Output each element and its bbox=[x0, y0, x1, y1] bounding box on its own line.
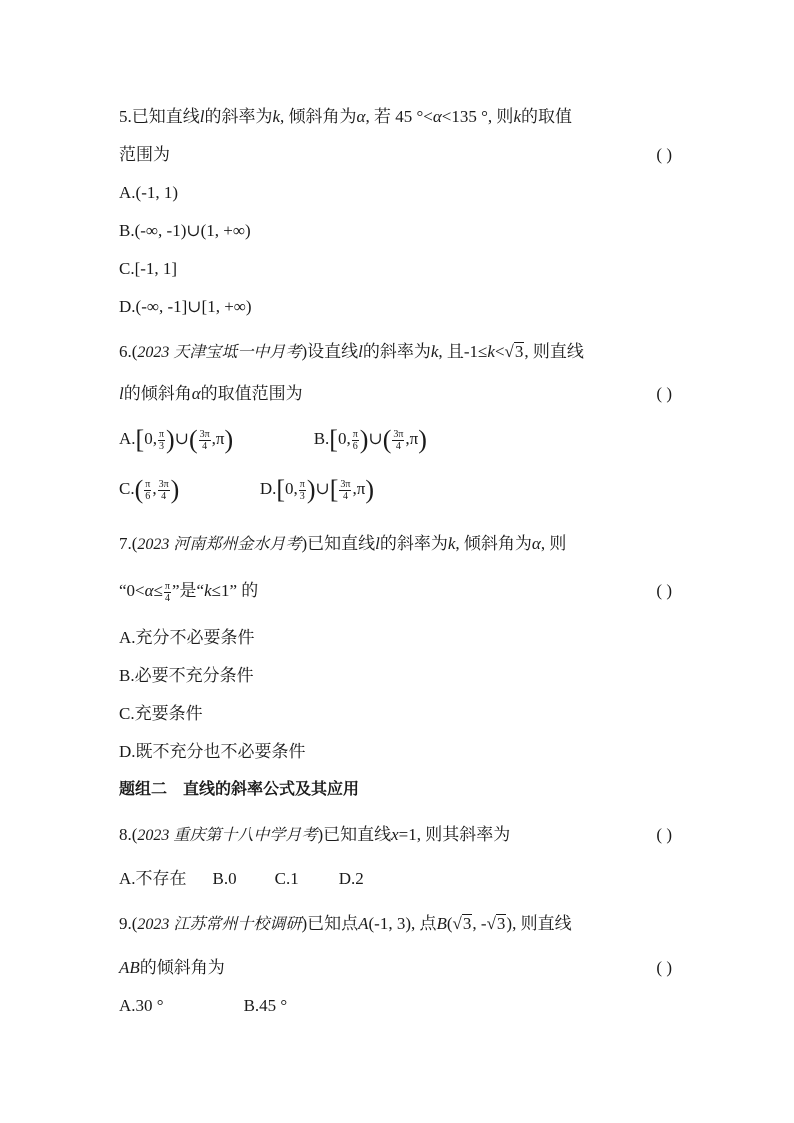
answer-blank: ( ) bbox=[656, 384, 672, 403]
q9-stem-line1 bbox=[119, 913, 672, 936]
option-text: B.必要不充分条件 bbox=[119, 666, 254, 685]
bracket: ) bbox=[170, 475, 180, 505]
q5-option-b bbox=[119, 220, 672, 242]
option-text: A.充分不必要条件 bbox=[119, 628, 255, 647]
q5-option-c bbox=[119, 258, 672, 280]
sqrt-radicand: 3 bbox=[462, 914, 472, 933]
denominator: 4 bbox=[342, 490, 348, 502]
bracket: [ bbox=[276, 475, 286, 505]
question-number: 7.( bbox=[119, 534, 138, 553]
option-label: D. bbox=[259, 479, 277, 498]
option-text: C.[-1, 1] bbox=[119, 259, 178, 278]
var-k: k bbox=[487, 342, 495, 361]
numerator: 3π bbox=[158, 478, 169, 490]
denominator: 3 bbox=[158, 440, 164, 452]
text: ( bbox=[446, 914, 453, 933]
var-A: A bbox=[358, 914, 369, 933]
var-AB: AB bbox=[119, 958, 140, 977]
text: , 则直线 bbox=[524, 342, 584, 361]
text: )已知直线 bbox=[301, 534, 376, 553]
denominator: 4 bbox=[395, 440, 401, 452]
text: , 若 45 °< bbox=[365, 107, 433, 126]
var-k: k bbox=[204, 581, 212, 600]
q9-option-a: A.30 ° bbox=[119, 996, 164, 1015]
fraction bbox=[339, 479, 351, 502]
q5-option-a bbox=[119, 182, 672, 204]
text: 0, bbox=[337, 429, 351, 448]
text: ”是“ bbox=[171, 581, 205, 600]
fraction bbox=[158, 429, 165, 452]
text: ,π bbox=[211, 429, 225, 448]
var-k: k bbox=[430, 342, 439, 361]
question-source: 2023 江苏常州十校调研 bbox=[137, 916, 302, 933]
q7-stem-line2 bbox=[119, 580, 672, 604]
text: “0< bbox=[119, 581, 145, 600]
q6-stem-line1 bbox=[119, 341, 672, 364]
text: 的斜率为 bbox=[379, 534, 448, 553]
bracket: ( bbox=[134, 475, 144, 505]
answer-blank: ( ) bbox=[656, 581, 672, 600]
var-l: l bbox=[358, 342, 363, 361]
fraction bbox=[164, 581, 171, 604]
text: 0, bbox=[144, 429, 157, 448]
text: , bbox=[152, 479, 157, 498]
denominator: 4 bbox=[161, 490, 167, 502]
numerator: π bbox=[352, 428, 358, 440]
option-text: B.(-∞, -1)∪(1, +∞) bbox=[119, 221, 251, 240]
bracket: ) bbox=[365, 475, 374, 505]
text: , 则 bbox=[540, 534, 567, 553]
q9-options bbox=[119, 995, 672, 1017]
denominator: 3 bbox=[299, 490, 305, 502]
question-source: 2023 重庆第十八中学月考 bbox=[137, 827, 318, 844]
text: ), 则直线 bbox=[506, 914, 572, 933]
text: ∪ bbox=[368, 429, 383, 448]
fraction bbox=[352, 429, 359, 452]
bracket: [ bbox=[135, 425, 145, 455]
var-l: l bbox=[375, 534, 380, 553]
q5-stem-line2 bbox=[119, 144, 672, 166]
option-text: D.既不充分也不必要条件 bbox=[119, 742, 306, 761]
numerator: π bbox=[299, 478, 305, 490]
fraction bbox=[199, 429, 211, 452]
text: (-1, 3), 点 bbox=[368, 914, 437, 933]
sqrt-radicand: 3 bbox=[496, 914, 506, 933]
text: 的取值范围为 bbox=[200, 384, 303, 403]
var-B: B bbox=[436, 914, 447, 933]
question-number: 6.( bbox=[119, 342, 138, 361]
question-source: 2023 天津宝坻一中月考 bbox=[137, 344, 302, 361]
option-label: A. bbox=[119, 429, 136, 448]
var-k: k bbox=[447, 534, 456, 553]
denominator: 6 bbox=[145, 490, 151, 502]
bracket: ) bbox=[306, 475, 316, 505]
fraction bbox=[158, 479, 170, 502]
section-heading: 题组二 直线的斜率公式及其应用 bbox=[119, 779, 360, 798]
bracket: ) bbox=[166, 425, 175, 455]
var-alpha: α bbox=[191, 384, 201, 403]
q6-options-ab bbox=[119, 425, 672, 455]
text: 的倾斜角为 bbox=[139, 958, 225, 977]
q6-option-c bbox=[119, 475, 184, 505]
q6-options-cd bbox=[119, 475, 672, 505]
text: ,π bbox=[405, 429, 419, 448]
q5-option-d bbox=[119, 296, 672, 318]
q8-option-d: D.2 bbox=[338, 869, 364, 888]
q8-option-b: B.0 bbox=[212, 869, 237, 888]
denominator: 4 bbox=[202, 440, 208, 452]
text: ,π bbox=[352, 479, 366, 498]
text: ∪ bbox=[174, 429, 189, 448]
option-text: C.充要条件 bbox=[119, 704, 203, 723]
q6-option-a bbox=[119, 425, 237, 455]
q6-stem-line2 bbox=[119, 383, 672, 405]
text: 0, bbox=[285, 479, 298, 498]
q8-options bbox=[119, 868, 672, 890]
fraction bbox=[299, 479, 306, 502]
var-alpha: α bbox=[531, 534, 541, 553]
q8-option-a: A.不存在 bbox=[119, 869, 187, 888]
numerator: 3π bbox=[393, 428, 404, 440]
q7-option-a bbox=[119, 627, 672, 649]
text: 范围为 bbox=[119, 145, 170, 164]
q8-option-c: C.1 bbox=[274, 869, 299, 888]
text: , 且-1≤ bbox=[438, 342, 488, 361]
text: , 倾斜角为 bbox=[280, 107, 357, 126]
answer-blank: ( ) bbox=[656, 825, 672, 844]
sqrt-radicand: 3 bbox=[514, 342, 524, 361]
denominator: 4 bbox=[164, 592, 170, 604]
var-alpha: α bbox=[432, 107, 442, 126]
sqrt-symbol: √ bbox=[452, 914, 462, 933]
text: )已知直线 bbox=[317, 825, 392, 844]
text: ∪ bbox=[315, 479, 330, 498]
numerator: π bbox=[164, 580, 170, 592]
q7-option-d bbox=[119, 741, 672, 763]
var-l: l bbox=[199, 107, 205, 126]
text: =1, 则其斜率为 bbox=[398, 825, 511, 844]
question-number: 8.( bbox=[119, 825, 138, 844]
fraction bbox=[392, 429, 404, 452]
q5-stem-line1 bbox=[119, 106, 672, 128]
text: , - bbox=[472, 914, 487, 933]
var-alpha: α bbox=[144, 581, 154, 600]
text: 的取值 bbox=[520, 107, 572, 126]
text: , 倾斜角为 bbox=[455, 534, 532, 553]
option-text: A.(-1, 1) bbox=[119, 183, 179, 202]
var-l: l bbox=[119, 384, 124, 403]
q6-option-d bbox=[259, 475, 374, 505]
var-alpha: α bbox=[356, 107, 366, 126]
text: 的倾斜角 bbox=[123, 384, 192, 403]
bracket: ) bbox=[224, 425, 234, 455]
var-k: k bbox=[513, 107, 521, 126]
numerator: 3π bbox=[340, 478, 351, 490]
q7-option-c bbox=[119, 703, 672, 725]
numerator: π bbox=[145, 478, 151, 490]
var-k: k bbox=[272, 107, 281, 126]
question-source: 2023 河南郑州金水月考 bbox=[137, 536, 302, 553]
q7-stem-line1 bbox=[119, 533, 672, 556]
text: ≤ bbox=[153, 581, 163, 600]
q8-stem bbox=[119, 824, 672, 847]
q9-stem-line2 bbox=[119, 957, 672, 979]
bracket: [ bbox=[329, 475, 339, 505]
text: <135 °, 则 bbox=[441, 107, 514, 126]
bracket: [ bbox=[329, 425, 338, 455]
denominator: 6 bbox=[352, 440, 358, 452]
text: )已知点 bbox=[301, 914, 359, 933]
answer-blank: ( ) bbox=[656, 145, 672, 164]
var-x: x bbox=[391, 825, 399, 844]
bracket: ) bbox=[359, 425, 369, 455]
bracket: ( bbox=[382, 425, 392, 455]
text: 5.已知直线 bbox=[119, 107, 200, 126]
text: 的斜率为 bbox=[362, 342, 431, 361]
option-label: B. bbox=[313, 429, 330, 448]
numerator: π bbox=[158, 428, 165, 440]
fraction bbox=[144, 479, 151, 502]
text: )设直线 bbox=[301, 342, 359, 361]
bracket: ) bbox=[418, 425, 427, 455]
answer-blank: ( ) bbox=[656, 958, 672, 977]
text: ≤1” 的 bbox=[211, 581, 259, 600]
q6-option-b bbox=[313, 425, 427, 455]
option-text: D.(-∞, -1]∪[1, +∞) bbox=[119, 297, 252, 316]
sqrt-symbol: √ bbox=[486, 914, 496, 933]
q7-option-b bbox=[119, 665, 672, 687]
sqrt-symbol: √ bbox=[504, 342, 514, 361]
text: 的斜率为 bbox=[204, 107, 273, 126]
q9-option-b: B.45 ° bbox=[243, 996, 288, 1015]
bracket: ( bbox=[188, 425, 198, 455]
option-label: C. bbox=[119, 479, 135, 498]
question-number: 9.( bbox=[119, 914, 138, 933]
numerator: 3π bbox=[199, 428, 210, 440]
text: < bbox=[494, 342, 505, 361]
